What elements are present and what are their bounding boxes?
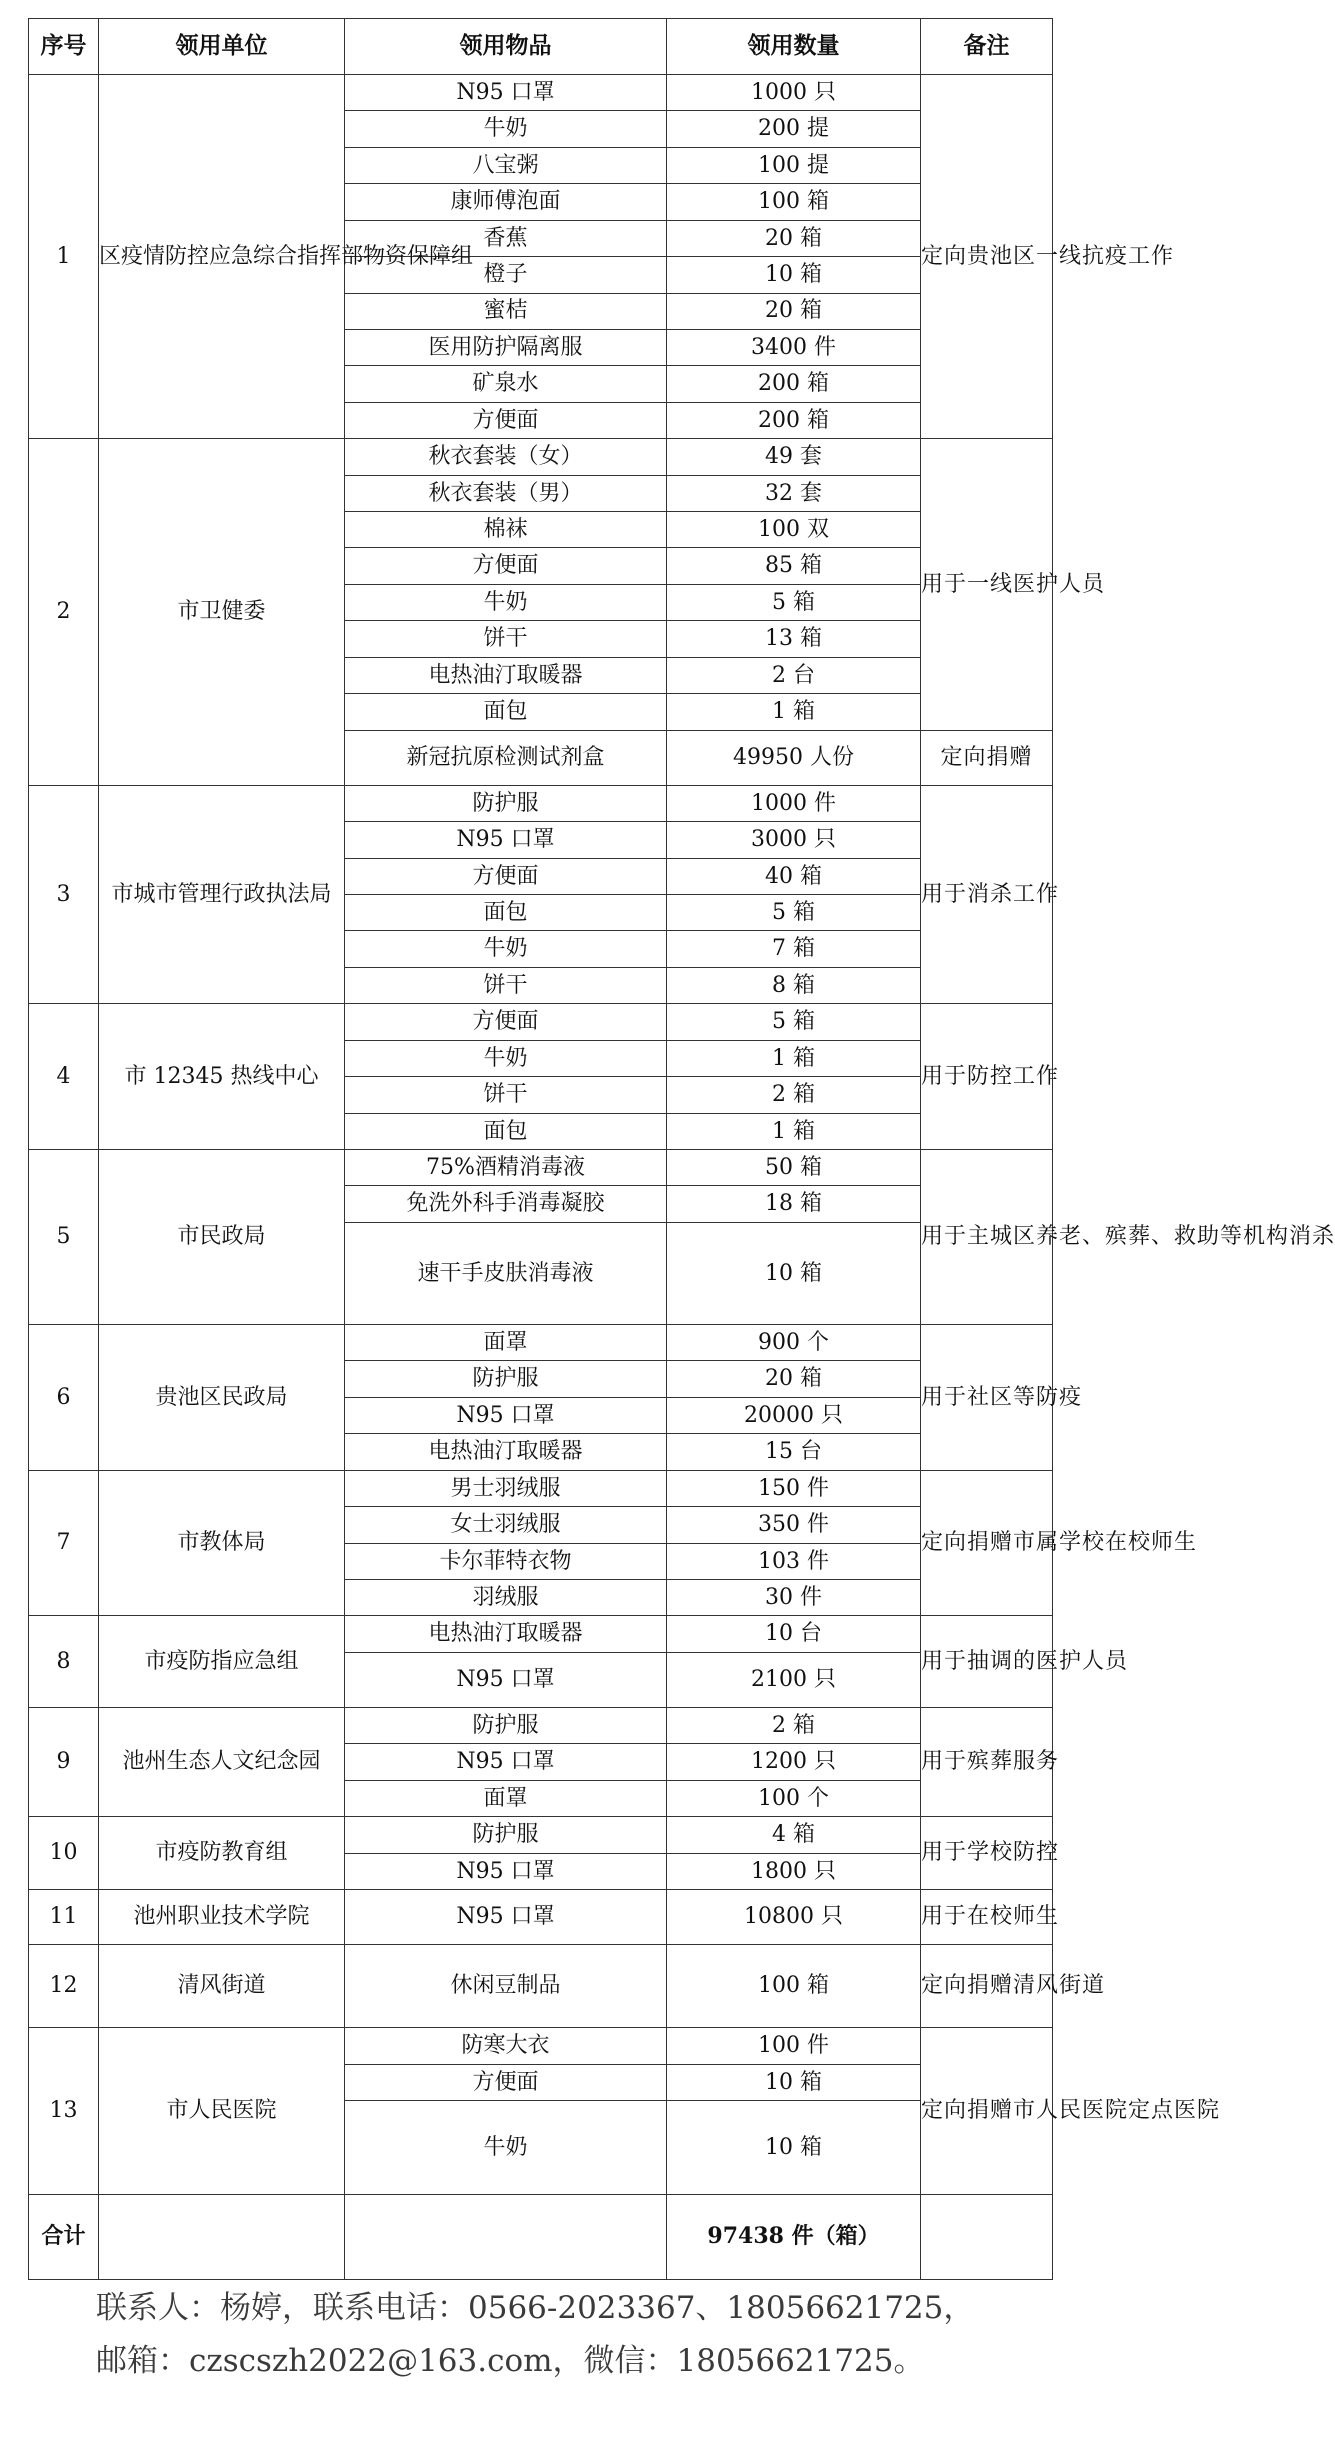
item-name: 防寒大衣 <box>345 2028 667 2064</box>
item-name: 香蕉 <box>345 220 667 256</box>
total-empty-note <box>921 2194 1053 2279</box>
item-quantity: 10 箱 <box>667 1222 921 1324</box>
table-row <box>29 785 1053 821</box>
header-unit: 领用单位 <box>99 19 345 75</box>
remark: 定向捐赠 <box>921 730 1053 785</box>
supply-distribution-table <box>28 18 1335 2280</box>
item-name: 牛奶 <box>345 931 667 967</box>
remark: 用于消杀工作 <box>921 785 1053 1004</box>
item-quantity: 10 箱 <box>667 2064 921 2100</box>
row-seq: 6 <box>29 1325 99 1471</box>
remark: 定向捐赠市属学校在校师生 <box>921 1470 1053 1616</box>
remark: 定向贵池区一线抗疫工作 <box>921 75 1053 439</box>
item-name: 防护服 <box>345 1361 667 1397</box>
item-quantity: 15 台 <box>667 1434 921 1470</box>
table-row <box>29 2028 1053 2064</box>
item-quantity: 2 台 <box>667 657 921 693</box>
item-quantity: 1000 只 <box>667 75 921 111</box>
item-quantity: 150 件 <box>667 1470 921 1506</box>
recipient-unit: 贵池区民政局 <box>99 1325 345 1471</box>
item-name: 电热油汀取暖器 <box>345 1616 667 1652</box>
item-name: 方便面 <box>345 1004 667 1040</box>
item-quantity: 100 箱 <box>667 184 921 220</box>
remark: 定向捐赠清风街道 <box>921 1945 1053 2028</box>
header-quantity: 领用数量 <box>667 19 921 75</box>
recipient-unit: 市民政局 <box>99 1150 345 1325</box>
item-name: N95 口罩 <box>345 822 667 858</box>
total-empty-unit <box>99 2194 345 2279</box>
total-empty-item <box>345 2194 667 2279</box>
table-row <box>29 1817 1053 1853</box>
item-name: 面罩 <box>345 1780 667 1816</box>
item-name: 休闲豆制品 <box>345 1945 667 2028</box>
recipient-unit: 清风街道 <box>99 1945 345 2028</box>
item-name: N95 口罩 <box>345 1652 667 1707</box>
item-name: 速干手皮肤消毒液 <box>345 1222 667 1324</box>
item-name: 方便面 <box>345 548 667 584</box>
item-quantity: 100 个 <box>667 1780 921 1816</box>
remark: 用于殡葬服务 <box>921 1708 1053 1817</box>
row-seq: 9 <box>29 1708 99 1817</box>
item-quantity: 1800 只 <box>667 1853 921 1889</box>
item-quantity: 2100 只 <box>667 1652 921 1707</box>
item-name: 方便面 <box>345 2064 667 2100</box>
item-name: N95 口罩 <box>345 1853 667 1889</box>
item-quantity: 10 台 <box>667 1616 921 1652</box>
item-name: 面罩 <box>345 1325 667 1361</box>
row-seq: 7 <box>29 1470 99 1616</box>
item-quantity: 49 套 <box>667 439 921 475</box>
item-name: N95 口罩 <box>345 1890 667 1945</box>
table-header-row <box>29 19 1053 75</box>
item-name: 秋衣套装（男） <box>345 475 667 511</box>
table-row <box>29 439 1053 475</box>
item-quantity: 4 箱 <box>667 1817 921 1853</box>
remark: 用于在校师生 <box>921 1890 1053 1945</box>
item-name: 女士羽绒服 <box>345 1507 667 1543</box>
item-quantity: 900 个 <box>667 1325 921 1361</box>
item-quantity: 18 箱 <box>667 1186 921 1222</box>
item-quantity: 200 提 <box>667 111 921 147</box>
item-name: 橙子 <box>345 257 667 293</box>
item-quantity: 40 箱 <box>667 858 921 894</box>
table-row <box>29 1004 1053 1040</box>
total-value: 97438 件（箱） <box>667 2194 921 2279</box>
item-name: 电热油汀取暖器 <box>345 657 667 693</box>
remark: 用于主城区养老、殡葬、救助等机构消杀 <box>921 1150 1053 1325</box>
item-quantity: 1 箱 <box>667 694 921 730</box>
item-quantity: 350 件 <box>667 1507 921 1543</box>
item-name: 羽绒服 <box>345 1579 667 1615</box>
item-quantity: 100 提 <box>667 147 921 183</box>
table-row <box>29 75 1053 111</box>
recipient-unit: 市卫健委 <box>99 439 345 786</box>
item-quantity: 103 件 <box>667 1543 921 1579</box>
remark: 定向捐赠市人民医院定点医院 <box>921 2028 1053 2195</box>
item-quantity: 10 箱 <box>667 2101 921 2195</box>
row-seq: 12 <box>29 1945 99 2028</box>
item-name: 棉袜 <box>345 512 667 548</box>
item-name: 牛奶 <box>345 1040 667 1076</box>
item-quantity: 30 件 <box>667 1579 921 1615</box>
item-quantity: 3400 件 <box>667 329 921 365</box>
item-name: 八宝粥 <box>345 147 667 183</box>
remark: 用于一线医护人员 <box>921 439 1053 730</box>
item-quantity: 5 箱 <box>667 1004 921 1040</box>
item-name: 方便面 <box>345 402 667 438</box>
item-quantity: 20000 只 <box>667 1397 921 1433</box>
item-name: 康师傅泡面 <box>345 184 667 220</box>
item-quantity: 3000 只 <box>667 822 921 858</box>
table-row <box>29 1708 1053 1744</box>
remark: 用于防控工作 <box>921 1004 1053 1150</box>
email-wechat-line: 邮箱：czscszh2022@163.com，微信：18056621725。 <box>96 2343 925 2379</box>
item-name: 医用防护隔离服 <box>345 329 667 365</box>
item-quantity: 5 箱 <box>667 584 921 620</box>
row-seq: 3 <box>29 785 99 1004</box>
item-quantity: 200 箱 <box>667 366 921 402</box>
item-quantity: 20 箱 <box>667 1361 921 1397</box>
item-name: 饼干 <box>345 1077 667 1113</box>
recipient-unit: 市疫防指应急组 <box>99 1616 345 1708</box>
item-name: 牛奶 <box>345 584 667 620</box>
item-quantity: 100 件 <box>667 2028 921 2064</box>
item-name: 饼干 <box>345 967 667 1003</box>
item-quantity: 7 箱 <box>667 931 921 967</box>
item-quantity: 1 箱 <box>667 1113 921 1149</box>
row-seq: 2 <box>29 439 99 786</box>
item-name: 面包 <box>345 895 667 931</box>
remark: 用于抽调的医护人员 <box>921 1616 1053 1708</box>
table-body <box>29 75 1335 2280</box>
item-quantity: 10800 只 <box>667 1890 921 1945</box>
table-row <box>29 1325 1053 1361</box>
header-seq: 序号 <box>29 19 99 75</box>
item-quantity: 1200 只 <box>667 1744 921 1780</box>
item-name: 防护服 <box>345 1708 667 1744</box>
item-quantity: 100 双 <box>667 512 921 548</box>
item-name: N95 口罩 <box>345 1397 667 1433</box>
recipient-unit: 池州职业技术学院 <box>99 1890 345 1945</box>
item-quantity: 50 箱 <box>667 1150 921 1186</box>
item-name: 面包 <box>345 1113 667 1149</box>
row-seq: 4 <box>29 1004 99 1150</box>
header-item: 领用物品 <box>345 19 667 75</box>
row-seq: 1 <box>29 75 99 439</box>
contact-line: 联系人：杨婷，联系电话：0566-2023367、18056621725， <box>96 2290 975 2326</box>
item-name: 牛奶 <box>345 2101 667 2195</box>
item-quantity: 1000 件 <box>667 785 921 821</box>
recipient-unit: 市 12345 热线中心 <box>99 1004 345 1150</box>
item-quantity: 10 箱 <box>667 257 921 293</box>
table-row <box>29 1945 1053 2028</box>
row-seq: 5 <box>29 1150 99 1325</box>
item-quantity: 20 箱 <box>667 293 921 329</box>
recipient-unit: 市人民医院 <box>99 2028 345 2195</box>
item-name: 秋衣套装（女） <box>345 439 667 475</box>
item-name: 方便面 <box>345 858 667 894</box>
item-quantity: 100 箱 <box>667 1945 921 2028</box>
item-name: 牛奶 <box>345 111 667 147</box>
item-name: 矿泉水 <box>345 366 667 402</box>
table-row <box>29 1890 1053 1945</box>
header-note: 备注 <box>921 19 1053 75</box>
item-quantity: 85 箱 <box>667 548 921 584</box>
item-name: 卡尔菲特衣物 <box>345 1543 667 1579</box>
recipient-unit: 池州生态人文纪念园 <box>99 1708 345 1817</box>
item-name: 防护服 <box>345 785 667 821</box>
item-name: 面包 <box>345 694 667 730</box>
item-name: 电热油汀取暖器 <box>345 1434 667 1470</box>
recipient-unit: 市教体局 <box>99 1470 345 1616</box>
item-name: 免洗外科手消毒凝胶 <box>345 1186 667 1222</box>
table-row <box>29 1616 1053 1652</box>
item-quantity: 20 箱 <box>667 220 921 256</box>
item-quantity: 8 箱 <box>667 967 921 1003</box>
item-name: 饼干 <box>345 621 667 657</box>
item-quantity: 13 箱 <box>667 621 921 657</box>
item-name: N95 口罩 <box>345 1744 667 1780</box>
table-row <box>29 1470 1053 1506</box>
row-seq: 11 <box>29 1890 99 1945</box>
recipient-unit: 市疫防教育组 <box>99 1817 345 1890</box>
item-name: 蜜桔 <box>345 293 667 329</box>
remark: 用于社区等防疫 <box>921 1325 1053 1471</box>
remark: 用于学校防控 <box>921 1817 1053 1890</box>
item-quantity: 5 箱 <box>667 895 921 931</box>
item-quantity: 49950 人份 <box>667 730 921 785</box>
total-row <box>29 2194 1053 2279</box>
item-name: 男士羽绒服 <box>345 1470 667 1506</box>
contact-info <box>96 2282 1046 2388</box>
row-seq: 13 <box>29 2028 99 2195</box>
item-quantity: 2 箱 <box>667 1077 921 1113</box>
row-seq: 10 <box>29 1817 99 1890</box>
total-label: 合计 <box>29 2194 99 2279</box>
item-name: 新冠抗原检测试剂盒 <box>345 730 667 785</box>
item-quantity: 32 套 <box>667 475 921 511</box>
item-name: 防护服 <box>345 1817 667 1853</box>
item-name: 75%酒精消毒液 <box>345 1150 667 1186</box>
recipient-unit: 区疫情防控应急综合指挥部物资保障组 <box>99 75 345 439</box>
item-quantity: 200 箱 <box>667 402 921 438</box>
recipient-unit: 市城市管理行政执法局 <box>99 785 345 1004</box>
table-row <box>29 1150 1053 1186</box>
item-quantity: 2 箱 <box>667 1708 921 1744</box>
row-seq: 8 <box>29 1616 99 1708</box>
item-quantity: 1 箱 <box>667 1040 921 1076</box>
item-name: N95 口罩 <box>345 75 667 111</box>
